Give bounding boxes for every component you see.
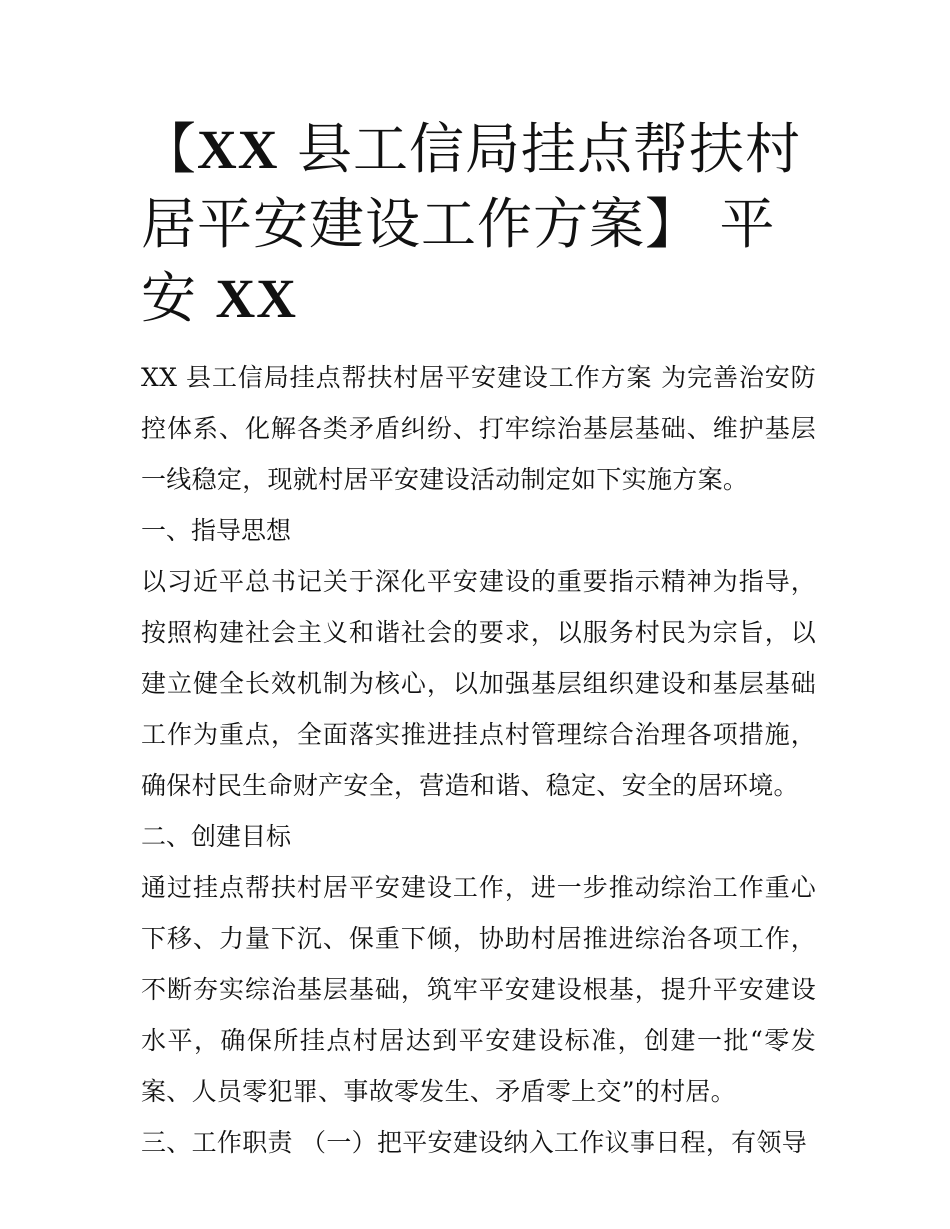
document-title xyxy=(141,112,816,336)
goals-paragraph: 通过挂点帮扶村居平安建设工作，进一步推动综治工作重心下移、力量下沉、保重下倾，协助村居推进综治各项工作，不断夯实综治基层基础，筑牢平安建设根基，提升平安建设水平，确保所挂点村居达到平安建设标准，创建一批“零发案、人员零犯罪、事故零发生、矛盾零上交”的村居。 xyxy=(141,873,816,1106)
section-heading-goals: 二、创建目标 xyxy=(141,822,292,851)
document-content xyxy=(141,112,816,1168)
title-bracket-text: 【 xyxy=(141,117,198,181)
guiding-ideology-paragraph: 以习近平总书记关于深化平安建设的重要指示精神为指导，按照构建社会主义和谐社会的要求，以服务村民为宗旨，以建立健全长效机制为核心，以加强基层组织建设和基层基础工作为重点，全面落实推进挂点村管理综合治理各项措施，确保村民生命财产安全，营造和谐、稳定、安全的居环境。 xyxy=(141,567,816,800)
section-heading-guiding-ideology: 一、指导思想 xyxy=(141,516,292,545)
intro-paragraph: XX 县工信局挂点帮扶村居平安建设工作方案 为完善治安防控体系、化解各类矛盾纠纷、打牢综治基层基础、维护基层一线稳定，现就村居平安建设活动制定如下实施方案。 xyxy=(141,363,816,494)
responsibilities-paragraph: 三、工作职责 （一）把平安建设纳入工作议事日程，有领导 xyxy=(141,1128,808,1157)
title-suffix-code: XX xyxy=(215,268,297,329)
document-body xyxy=(141,352,816,1168)
title-county-code: XX xyxy=(197,119,279,180)
title-main-text: 县工信局挂点帮扶村居平安建设工作方案】 平安 xyxy=(141,117,801,330)
